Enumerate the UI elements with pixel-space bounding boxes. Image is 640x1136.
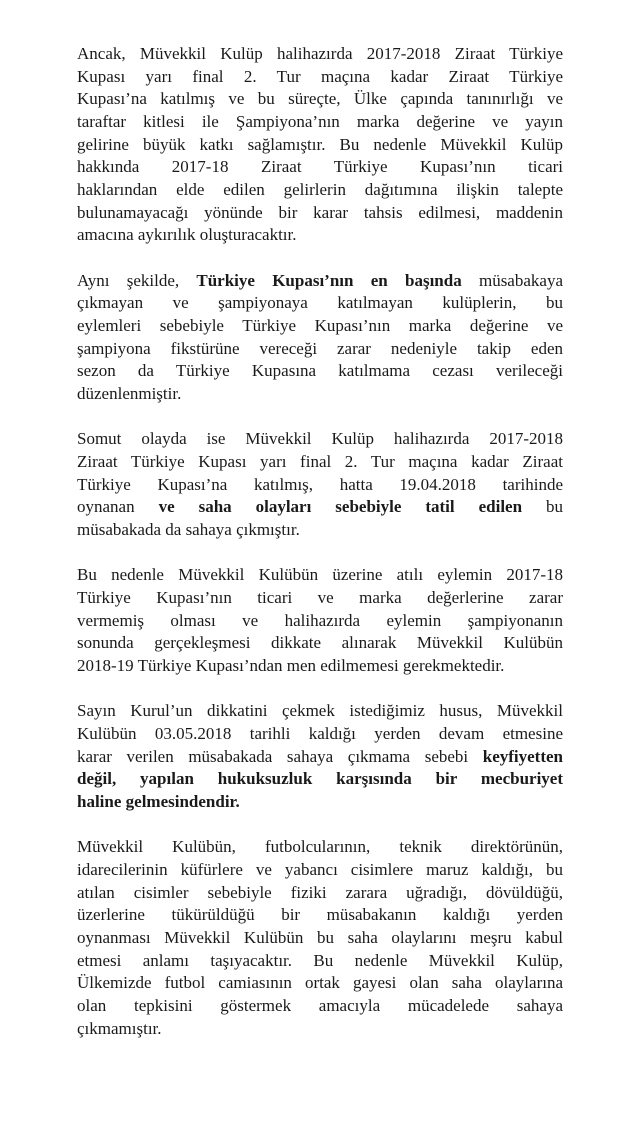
bold-text-segment: keyfiyetten xyxy=(482,746,563,766)
text-line xyxy=(77,111,563,134)
text-segment: etmesi anlamı taşıyacaktır. Bu nedenle Müvekkil Kulüp, xyxy=(77,950,563,970)
text-segment: sezon da Türkiye Kupasına katılmama cezası verileceği xyxy=(77,361,563,381)
text-line xyxy=(77,360,563,383)
bold-text-segment: Türkiye Kupası’nın en başında xyxy=(196,270,462,290)
text-line xyxy=(77,474,563,497)
paragraph xyxy=(77,270,563,406)
text-line xyxy=(77,496,563,519)
text-segment: bulunamayacağı yönünde bir karar tahsis edilmesi, maddenin xyxy=(77,202,563,222)
text-line xyxy=(77,383,563,406)
text-line xyxy=(77,315,563,338)
text-segment: Türkiye Kupası’nın ticari ve marka değerlerine zarar xyxy=(77,588,563,608)
text-line xyxy=(77,859,563,882)
text-segment: üzerlerine tükürüldüğü bir müsabakanın kaldığı yerden xyxy=(77,905,563,925)
paragraph xyxy=(77,836,563,1040)
bold-text-segment: değil, yapılan hukuksuzluk karşısında bir mecburiyet xyxy=(77,769,563,789)
text-line xyxy=(77,134,563,157)
text-line xyxy=(77,836,563,859)
text-line xyxy=(77,292,563,315)
text-line xyxy=(77,723,563,746)
text-line xyxy=(77,610,563,633)
text-segment: oynanması Müvekkil Kulübün bu saha olaylarını meşru kabul xyxy=(77,928,563,948)
text-line xyxy=(77,156,563,179)
bold-text-segment: ve saha olayları sebebiyle tatil edilen xyxy=(158,497,523,517)
text-segment: Ancak, Müvekkil Kulüp halihazırda 2017-2018 Ziraat Türkiye xyxy=(77,44,563,63)
text-segment: idarecilerinin küfürlere ve yabancı cisimlere maruz kaldığı, bu xyxy=(77,860,563,880)
text-segment: karar verilen müsabakada sahaya çıkmama sebebi xyxy=(77,746,483,766)
text-line xyxy=(77,746,563,769)
text-segment: hakkında 2017-18 Ziraat Türkiye Kupası’nın ticari xyxy=(77,157,563,177)
paragraph xyxy=(77,428,563,541)
text-line xyxy=(77,224,563,247)
text-line xyxy=(77,904,563,927)
text-segment: haklarından elde edilen gelirlerin dağıtımına ilişkin talepte xyxy=(77,180,563,200)
text-segment: amacına aykırılık oluşturacaktır. xyxy=(77,225,297,245)
text-segment: çıkmayan ve şampiyonaya katılmayan kulüplerin, bu xyxy=(77,293,563,313)
text-line xyxy=(77,632,563,655)
text-line xyxy=(77,950,563,973)
text-line xyxy=(77,700,563,723)
text-line xyxy=(77,202,563,225)
text-segment: çıkmamıştır. xyxy=(77,1018,162,1038)
text-segment: Kupası yarı final 2. Tur maçına kadar Ziraat Türkiye xyxy=(77,66,563,86)
text-line xyxy=(77,927,563,950)
document-page xyxy=(77,43,563,1040)
text-line xyxy=(77,519,563,542)
text-line xyxy=(77,338,563,361)
text-line xyxy=(77,451,563,474)
text-line xyxy=(77,564,563,587)
text-line xyxy=(77,43,563,66)
text-segment: olan tepkisini göstermek amacıyla mücadelede sahaya xyxy=(77,996,563,1016)
text-segment: düzenlenmiştir. xyxy=(77,384,182,404)
text-segment: Sayın Kurul’un dikkatini çekmek istediğimiz husus, Müvekkil xyxy=(77,701,563,721)
paragraph xyxy=(77,43,563,247)
text-segment: taraftar kitlesi ile Şampiyona’nın marka değerine ve yayın xyxy=(77,112,563,132)
text-segment: Ziraat Türkiye Kupası yarı final 2. Tur maçına kadar Ziraat xyxy=(77,452,563,472)
text-segment: Müvekkil Kulübün, futbolcularının, teknik direktörünün, xyxy=(77,837,563,857)
text-segment: sonunda gerçekleşmesi dikkate alınarak Müvekkil Kulübün xyxy=(77,633,563,653)
text-segment: gelirine büyük katkı sağlamıştır. Bu nedenle Müvekkil Kulüp xyxy=(77,134,563,154)
text-segment: şampiyona fikstürüne vereceği zarar nedeniyle takip eden xyxy=(77,338,563,358)
text-line xyxy=(77,655,563,678)
text-segment: müsabakaya xyxy=(461,270,563,290)
text-segment: Kulübün 03.05.2018 tarihli kaldığı yerden devam etmesine xyxy=(77,724,563,744)
text-line xyxy=(77,995,563,1018)
text-segment: Ülkemizde futbol camiasının ortak gayesi olan saha olaylarına xyxy=(77,973,563,993)
text-line xyxy=(77,179,563,202)
text-line xyxy=(77,768,563,791)
text-line xyxy=(77,587,563,610)
text-line xyxy=(77,882,563,905)
text-segment: Aynı şekilde, xyxy=(77,270,197,290)
text-segment: vermemiş olması ve halihazırda eylemin şampiyonanın xyxy=(77,610,563,630)
text-segment: eylemleri sebebiyle Türkiye Kupası’nın marka değerine ve xyxy=(77,316,563,336)
paragraph xyxy=(77,564,563,677)
text-segment: müsabakada da sahaya çıkmıştır. xyxy=(77,520,300,540)
text-segment: 2018-19 Türkiye Kupası’ndan men edilmemesi gerekmektedir. xyxy=(77,656,505,676)
text-line xyxy=(77,1018,563,1041)
text-segment: Türkiye Kupası’na katılmış, hatta 19.04.2018 tarihinde xyxy=(77,474,563,494)
text-segment: Somut olayda ise Müvekkil Kulüp halihazırda 2017-2018 xyxy=(77,429,563,449)
text-line xyxy=(77,66,563,89)
text-line xyxy=(77,791,563,814)
text-line xyxy=(77,270,563,293)
text-line xyxy=(77,88,563,111)
text-segment: oynanan xyxy=(77,497,159,517)
text-segment: bu xyxy=(522,497,564,517)
text-segment: Bu nedenle Müvekkil Kulübün üzerine atılı eylemin 2017-18 xyxy=(77,565,563,585)
text-segment: atılan cisimler sebebiyle fiziki zarara uğradığı, dövüldüğü, xyxy=(77,882,563,902)
text-line xyxy=(77,972,563,995)
text-line xyxy=(77,428,563,451)
paragraph xyxy=(77,700,563,813)
bold-text-segment: haline gelmesindendir. xyxy=(77,792,240,812)
text-segment: Kupası’na katılmış ve bu süreçte, Ülke çapında tanınırlığı ve xyxy=(77,89,563,109)
